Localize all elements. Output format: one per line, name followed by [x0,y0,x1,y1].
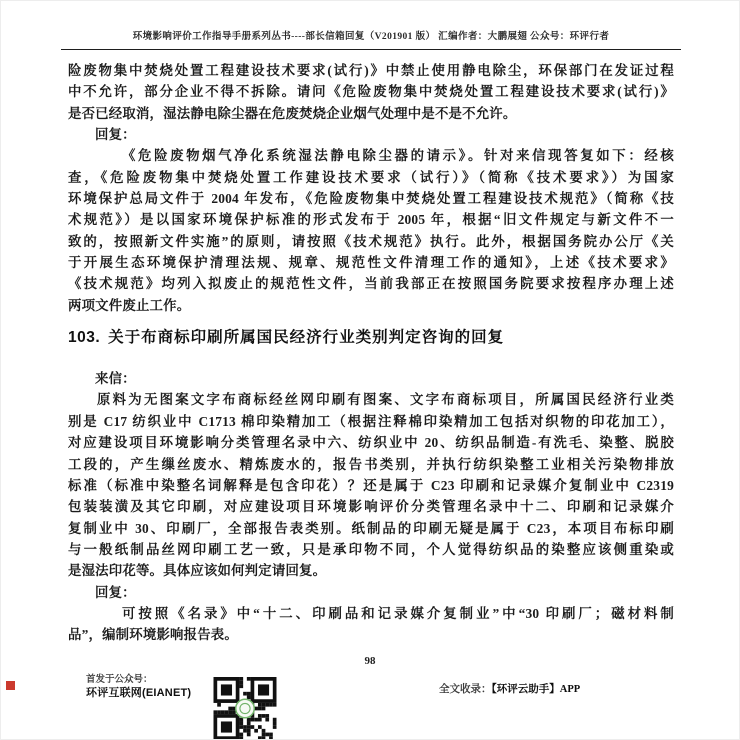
reply-label: 回复： [95,127,136,143]
header-title: 环境影响评价工作指导手册系列丛书----部长信箱回复（V201901 版） 汇编作者：大鹏展翅 公众号：环评行者 [132,32,610,42]
reply-paragraph-line: 致的，按照新文件实施”的原则，请按照《技术规范》执行。此外，根据国务院办公厅《关 [68,233,674,249]
letter-paragraph-line: 别是 C17 纺织业中 C1713 棉印染精加工（根据注释棉印染精加工包括对织物的印花加工）， [68,413,674,429]
letter-paragraph-line: 工段的，产生缫丝废水、精炼废水的，报告书类别，并执行纺织染整工业相关污染物排放 [68,456,674,472]
letter-label: 来信： [95,371,136,387]
question-paragraph-line: 是否已经取消，湿法静电除尘器在危废焚烧企业烟气处理中是不是不允许。 [68,105,517,121]
footer-publisher-caption: 首发于公众号： [86,675,153,685]
reply-paragraph-line: 于开展生态环境保护清理法规、规章、规范性文件清理工作的通知》，上述《技术要求》 [68,255,674,271]
letter-paragraph-line: 包装装潢及其它印刷，对应建设项目环境影响评价分类管理名录中十二、印刷和记录媒介 [68,499,674,515]
document-body [68,60,674,646]
question-paragraph-line: 中不允许，部分企业不得不拆除。请问《危险废物集中焚烧处置工程建设技术要求(试行)》 [68,84,674,100]
footer-app-name: 【环评云助手】APP [491,684,581,695]
reply-paragraph-line: 环境保护总局文件于 2004 年发布，《危险废物集中焚烧处置工程建设技术规范》（简称《技 [68,191,674,207]
reply-paragraph-line: 《技术规范》均列入拟废止的规范性文件，当前我部正在按照国务院要求按程序办理上述 [68,276,674,292]
letter-paragraph-line: 标准（标准中染整名词解释是包含印花）？还是属于 C23 印刷和记录媒介复制业中 C2319 [68,477,674,493]
reply-paragraph-line: 可按照《名录》中“十二、印刷品和记录媒介复制业”中“30 印刷厂；磁材料制 [122,605,674,621]
page-header [61,31,681,50]
question-paragraph-line: 险废物集中焚烧处置工程建设技术要求(试行)》中禁止使用静电除尘，环保部门在发证过程 [68,63,674,78]
page-number: 98 [364,655,376,667]
section-heading [68,327,674,349]
footer-collection-caption: 全文收录： [439,684,492,695]
footer-publisher [86,674,191,699]
reply-paragraph-line: 品”，编制环境影响报告表。 [68,627,238,643]
section-number: 103. [68,329,101,347]
letter-paragraph-line: 对应建设项目环境影响分类管理名录中六、纺织业中 20、纺织品制造-有洗毛、染整、脱胶 [68,435,674,451]
letter-paragraph-line: 复制业中 30、印刷厂，全部报告表类别。纸制品的印刷无疑是属于 C23，本项目布标印刷 [68,520,674,536]
letter-paragraph-line: 是湿法印花等。具体应该如何判定请回复。 [68,563,327,579]
edge-marker [6,681,15,690]
letter-paragraph-line: 原料为无图案文字布商标经丝网印刷有图案、文字布商标项目，所属国民经济行业类 [97,392,674,408]
reply-paragraph-line: 《危险废物烟气净化系统湿法静电除尘器的请示》。针对来信现答复如下：经核 [122,148,674,164]
reply-label: 回复： [95,584,136,600]
section-title: 关于布商标印刷所属国民经济行业类别判定咨询的回复 [108,329,505,347]
reply-paragraph-line: 查，《危险废物集中焚烧处置工作建设技术要求（试行）》（简称《技术要求》）为国家 [68,169,674,185]
reply-paragraph-line: 两项文件废止工作。 [68,297,191,313]
footer-collection [439,683,580,696]
qr-code [211,677,279,740]
letter-paragraph-line: 与一般纸制品丝网印刷工艺一致，只是承印物不同，个人觉得纺织品的染整应该侧重染或 [68,541,674,557]
footer-publisher-name: 环评互联网(EIANET) [86,686,192,699]
reply-paragraph-line: 术规范》）是以国家环境保护标准的形式发布于 2005 年，根据“旧文件规定与新文件不一 [68,212,674,228]
